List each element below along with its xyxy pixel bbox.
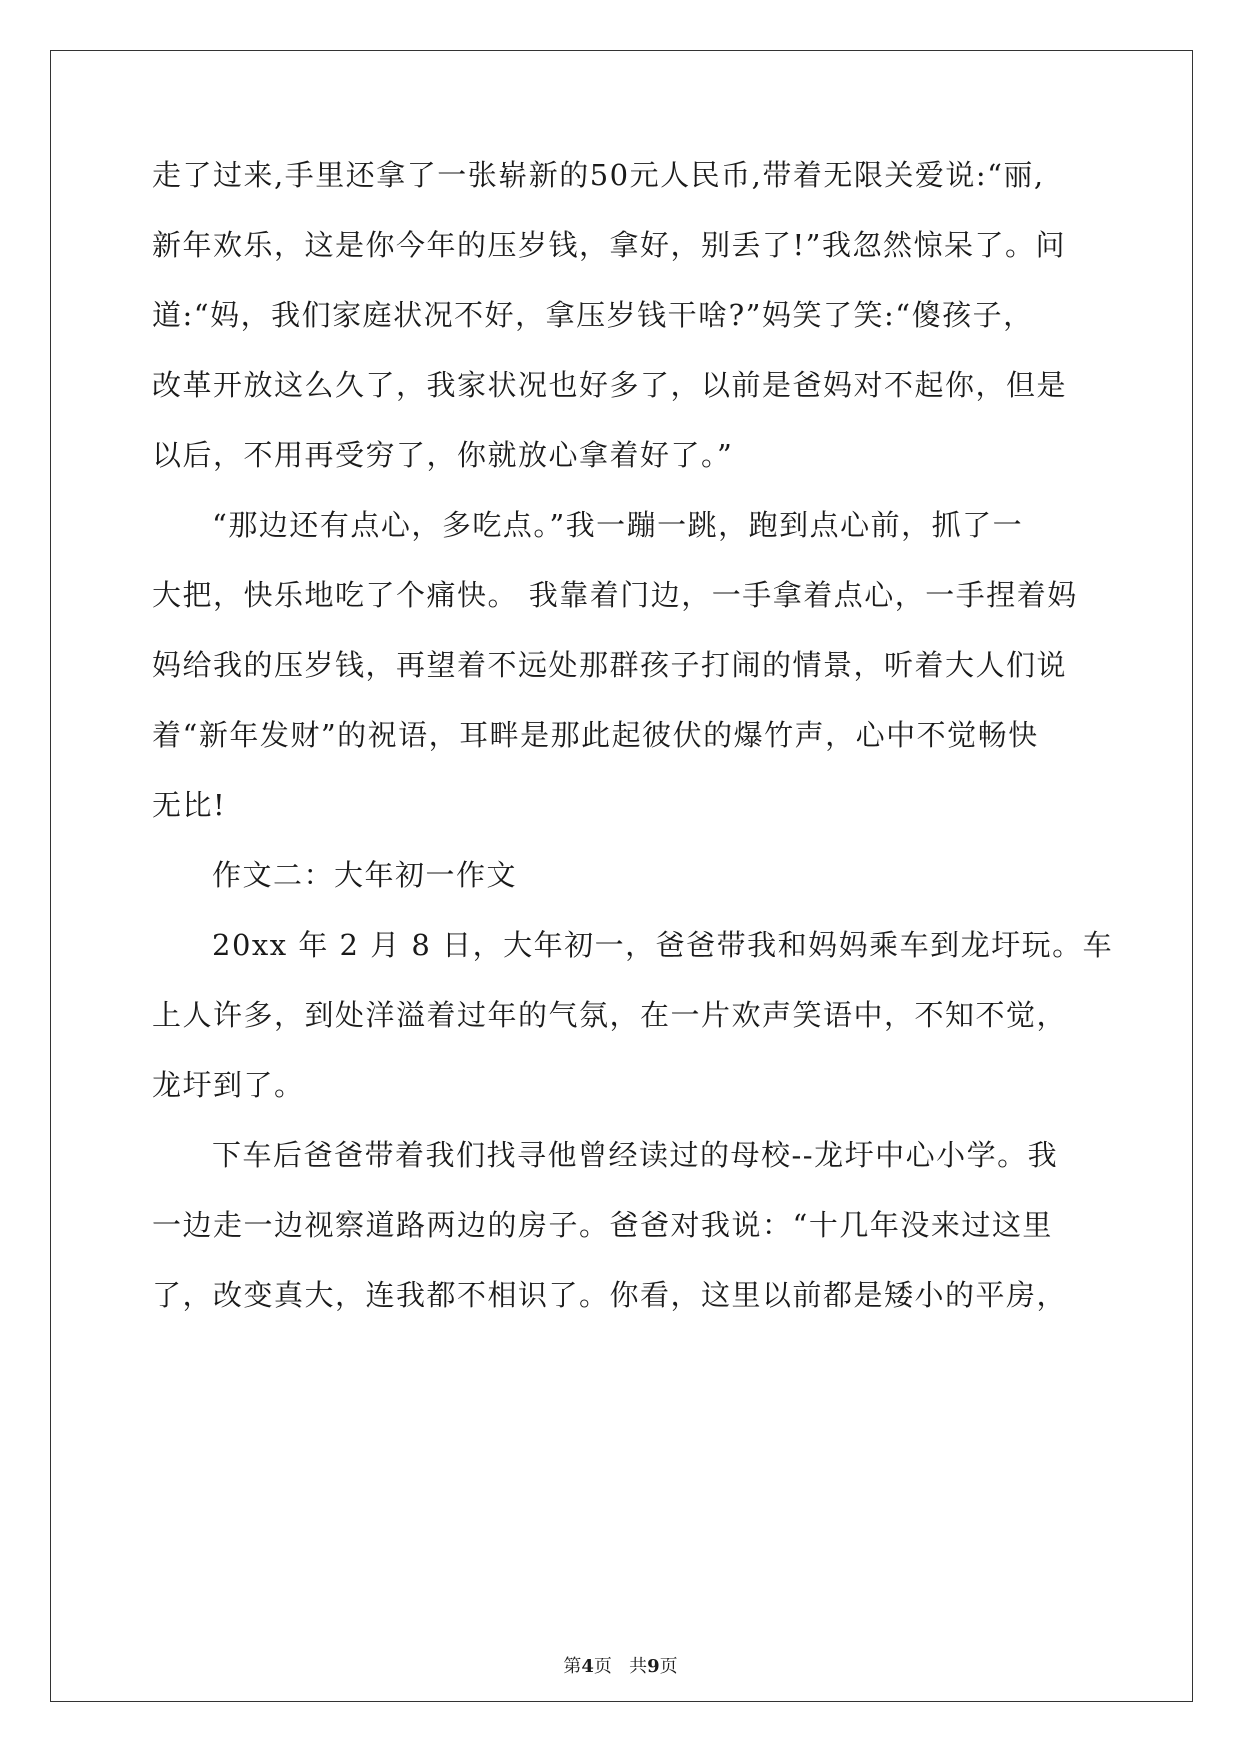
paragraph-start-line: 20xx 年 2 月 8 日，大年初一，爸爸带我和妈妈乘车到龙圩玩。车 <box>212 928 1114 962</box>
text-line: 无比! <box>152 788 227 822</box>
text-line: 着“新年发财”的祝语，耳畔是那此起彼伏的爆竹声，心中不觉畅快 <box>152 718 1039 752</box>
page-number: 4 <box>581 1656 594 1677</box>
total-prefix: 共 <box>629 1656 648 1677</box>
text-line: 以后，不用再受穷了，你就放心拿着好了。” <box>152 438 734 472</box>
text-line: 大把，快乐地吃了个痛快。 我靠着门边，一手拿着点心，一手捏着妈 <box>152 578 1078 612</box>
total-pages: 9 <box>647 1656 660 1677</box>
paragraph-start-line: 下车后爸爸带着我们找寻他曾经读过的母校--龙圩中心小学。我 <box>212 1138 1059 1172</box>
text-line: 上人许多，到处洋溢着过年的气氛，在一片欢声笑语中，不知不觉， <box>152 998 1068 1032</box>
paragraph-start-line: “那边还有点心，多吃点。”我一蹦一跳，跑到点心前，抓了一 <box>212 508 1024 542</box>
text-line: 龙圩到了。 <box>152 1068 305 1102</box>
page-suffix: 页 <box>593 1656 612 1677</box>
text-line: 道:“妈，我们家庭状况不好，拿压岁钱干啥?”妈笑了笑:“傻孩子， <box>152 298 1034 332</box>
text-line: 走了过来,手里还拿了一张崭新的50元人民币,带着无限关爱说:“丽, <box>152 158 1045 192</box>
page-footer <box>0 1655 1241 1679</box>
page-prefix: 第 <box>563 1656 582 1677</box>
text-line: 新年欢乐，这是你今年的压岁钱，拿好，别丢了!”我忽然惊呆了。问 <box>152 228 1066 262</box>
text-line: 改革开放这么久了，我家状况也好多了，以前是爸妈对不起你，但是 <box>152 368 1068 402</box>
total-suffix: 页 <box>659 1656 678 1677</box>
text-line: 一边走一边视察道路两边的房子。爸爸对我说：“十几年没来过这里 <box>152 1208 1053 1242</box>
section-heading: 作文二：大年初一作文 <box>212 858 518 892</box>
text-line: 妈给我的压岁钱，再望着不远处那群孩子打闹的情景，听着大人们说 <box>152 648 1068 682</box>
text-line: 了，改变真大，连我都不相识了。你看，这里以前都是矮小的平房， <box>152 1278 1068 1312</box>
